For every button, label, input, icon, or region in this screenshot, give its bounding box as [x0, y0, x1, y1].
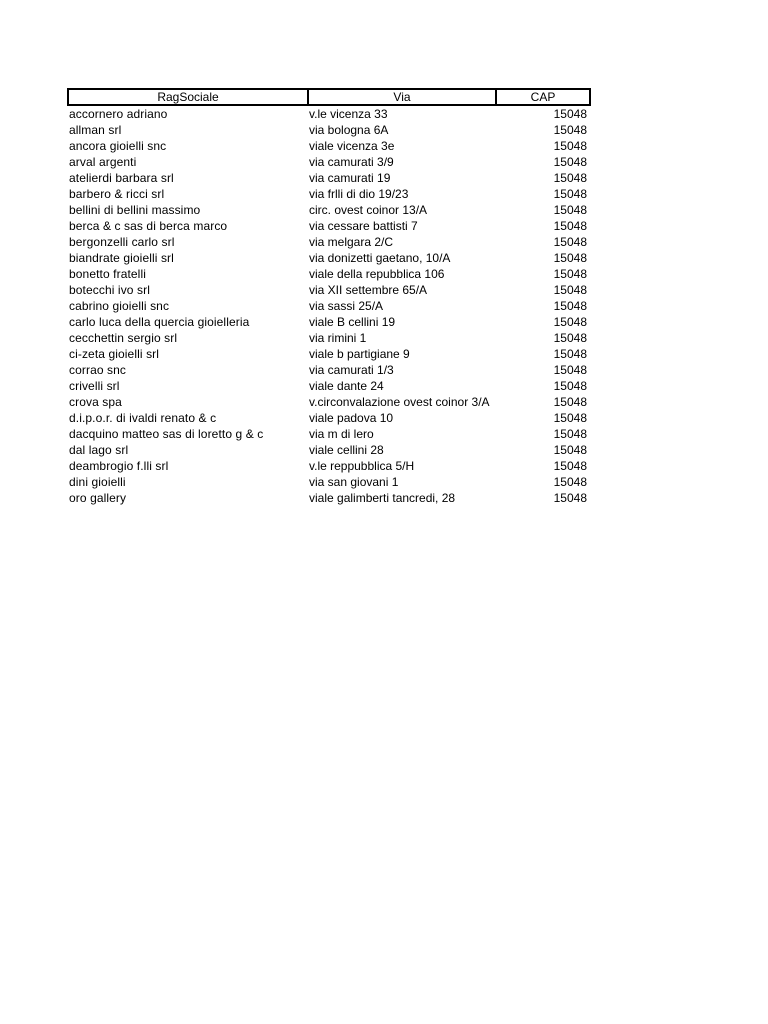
cell-ragsociale: cabrino gioielli snc [69, 299, 170, 313]
table-row [68, 122, 590, 138]
cell-cap: 15048 [553, 219, 587, 233]
cell-cap: 15048 [553, 379, 587, 393]
table-row [68, 105, 590, 122]
table-row [68, 314, 590, 330]
cell-ragsociale: biandrate gioielli srl [69, 251, 174, 265]
table-row [68, 474, 590, 490]
cell-via: v.le reppubblica 5/H [309, 459, 415, 473]
cell-via: via melgara 2/C [309, 235, 394, 249]
cell-via: via sassi 25/A [309, 299, 384, 313]
cell-via: via frlli di dio 19/23 [309, 187, 409, 201]
cell-ragsociale: botecchi ivo srl [69, 283, 150, 297]
table-row [68, 394, 590, 410]
cell-cap: 15048 [553, 363, 587, 377]
cell-cap: 15048 [553, 283, 587, 297]
cell-cap: 15048 [553, 187, 587, 201]
cell-ragsociale: arval argenti [69, 155, 137, 169]
header-cap: CAP [496, 89, 590, 105]
cell-cap: 15048 [553, 427, 587, 441]
cell-ragsociale: bonetto fratelli [69, 267, 146, 281]
cell-cap: 15048 [553, 235, 587, 249]
table-row [68, 458, 590, 474]
cell-ragsociale: deambrogio f.lli srl [69, 459, 169, 473]
cell-via: via san giovani 1 [309, 475, 399, 489]
table-row [68, 170, 590, 186]
header-ragsociale: RagSociale [68, 89, 308, 105]
cell-via: via bologna 6A [309, 123, 389, 137]
cell-cap: 15048 [553, 123, 587, 137]
cell-cap: 15048 [553, 491, 587, 505]
cell-ragsociale: oro gallery [69, 491, 127, 505]
table-row [68, 186, 590, 202]
cell-ragsociale: crova spa [69, 395, 122, 409]
table-row [68, 362, 590, 378]
table-row [68, 218, 590, 234]
header-via: Via [308, 89, 496, 105]
cell-cap: 15048 [553, 299, 587, 313]
header-row [68, 89, 590, 105]
cell-ragsociale: d.i.p.o.r. di ivaldi renato & c [69, 411, 217, 425]
cell-ragsociale: corrao snc [69, 363, 127, 377]
cell-ragsociale: bellini di bellini massimo [69, 203, 201, 217]
cell-via: circ. ovest coinor 13/A [309, 203, 428, 217]
cell-via: viale b partigiane 9 [309, 347, 410, 361]
cell-via: viale dante 24 [309, 379, 384, 393]
cell-ragsociale: crivelli srl [69, 379, 120, 393]
table-row [68, 154, 590, 170]
cell-cap: 15048 [553, 315, 587, 329]
table-row [68, 330, 590, 346]
cell-ragsociale: carlo luca della quercia gioielleria [69, 315, 250, 329]
cell-via: via camurati 1/3 [309, 363, 394, 377]
cell-ragsociale: ci-zeta gioielli srl [69, 347, 160, 361]
table-row [68, 442, 590, 458]
cell-via: via rimini 1 [309, 331, 367, 345]
cell-via: viale vicenza 3e [309, 139, 395, 153]
cell-via: viale padova 10 [309, 411, 394, 425]
cell-via: viale galimberti tancredi, 28 [309, 491, 456, 505]
cell-ragsociale: allman srl [69, 123, 122, 137]
cell-ragsociale: accornero adriano [69, 107, 168, 121]
cell-ragsociale: ancora gioielli snc [69, 139, 167, 153]
cell-ragsociale: dini gioielli [69, 475, 126, 489]
cell-cap: 15048 [553, 411, 587, 425]
cell-via: via cessare battisti 7 [309, 219, 418, 233]
cell-cap: 15048 [553, 203, 587, 217]
cell-cap: 15048 [553, 251, 587, 265]
cell-via: viale cellini 28 [309, 443, 384, 457]
table-row [68, 266, 590, 282]
cell-ragsociale: barbero & ricci srl [69, 187, 165, 201]
cell-ragsociale: dacquino matteo sas di loretto g & c [69, 427, 264, 441]
table-body [68, 105, 590, 506]
cell-cap: 15048 [553, 171, 587, 185]
cell-cap: 15048 [553, 107, 587, 121]
table-row [68, 138, 590, 154]
table-row [68, 346, 590, 362]
table-row [68, 298, 590, 314]
table-row [68, 282, 590, 298]
table-row [68, 202, 590, 218]
cell-via: viale B cellini 19 [309, 315, 396, 329]
cell-cap: 15048 [553, 475, 587, 489]
cell-ragsociale: cecchettin sergio srl [69, 331, 178, 345]
address-table [67, 88, 591, 506]
table-row [68, 490, 590, 506]
table-row [68, 234, 590, 250]
table-row [68, 410, 590, 426]
cell-cap: 15048 [553, 443, 587, 457]
cell-via: via camurati 3/9 [309, 155, 394, 169]
cell-via: viale della repubblica 106 [309, 267, 445, 281]
cell-cap: 15048 [553, 267, 587, 281]
cell-ragsociale: dal lago srl [69, 443, 129, 457]
cell-via: via XII settembre 65/A [309, 283, 428, 297]
table-row [68, 378, 590, 394]
cell-via: v.circonvalazione ovest coinor 3/A [309, 395, 490, 409]
cell-cap: 15048 [553, 139, 587, 153]
cell-cap: 15048 [553, 347, 587, 361]
cell-ragsociale: berca & c sas di berca marco [69, 219, 228, 233]
cell-cap: 15048 [553, 155, 587, 169]
cell-ragsociale: bergonzelli carlo srl [69, 235, 175, 249]
cell-cap: 15048 [553, 459, 587, 473]
cell-ragsociale: atelierdi barbara srl [69, 171, 174, 185]
cell-via: via donizetti gaetano, 10/A [309, 251, 451, 265]
cell-cap: 15048 [553, 331, 587, 345]
cell-via: via m di lero [309, 427, 374, 441]
cell-via: v.le vicenza 33 [309, 107, 388, 121]
cell-via: via camurati 19 [309, 171, 391, 185]
cell-cap: 15048 [553, 395, 587, 409]
table-row [68, 250, 590, 266]
table-row [68, 426, 590, 442]
